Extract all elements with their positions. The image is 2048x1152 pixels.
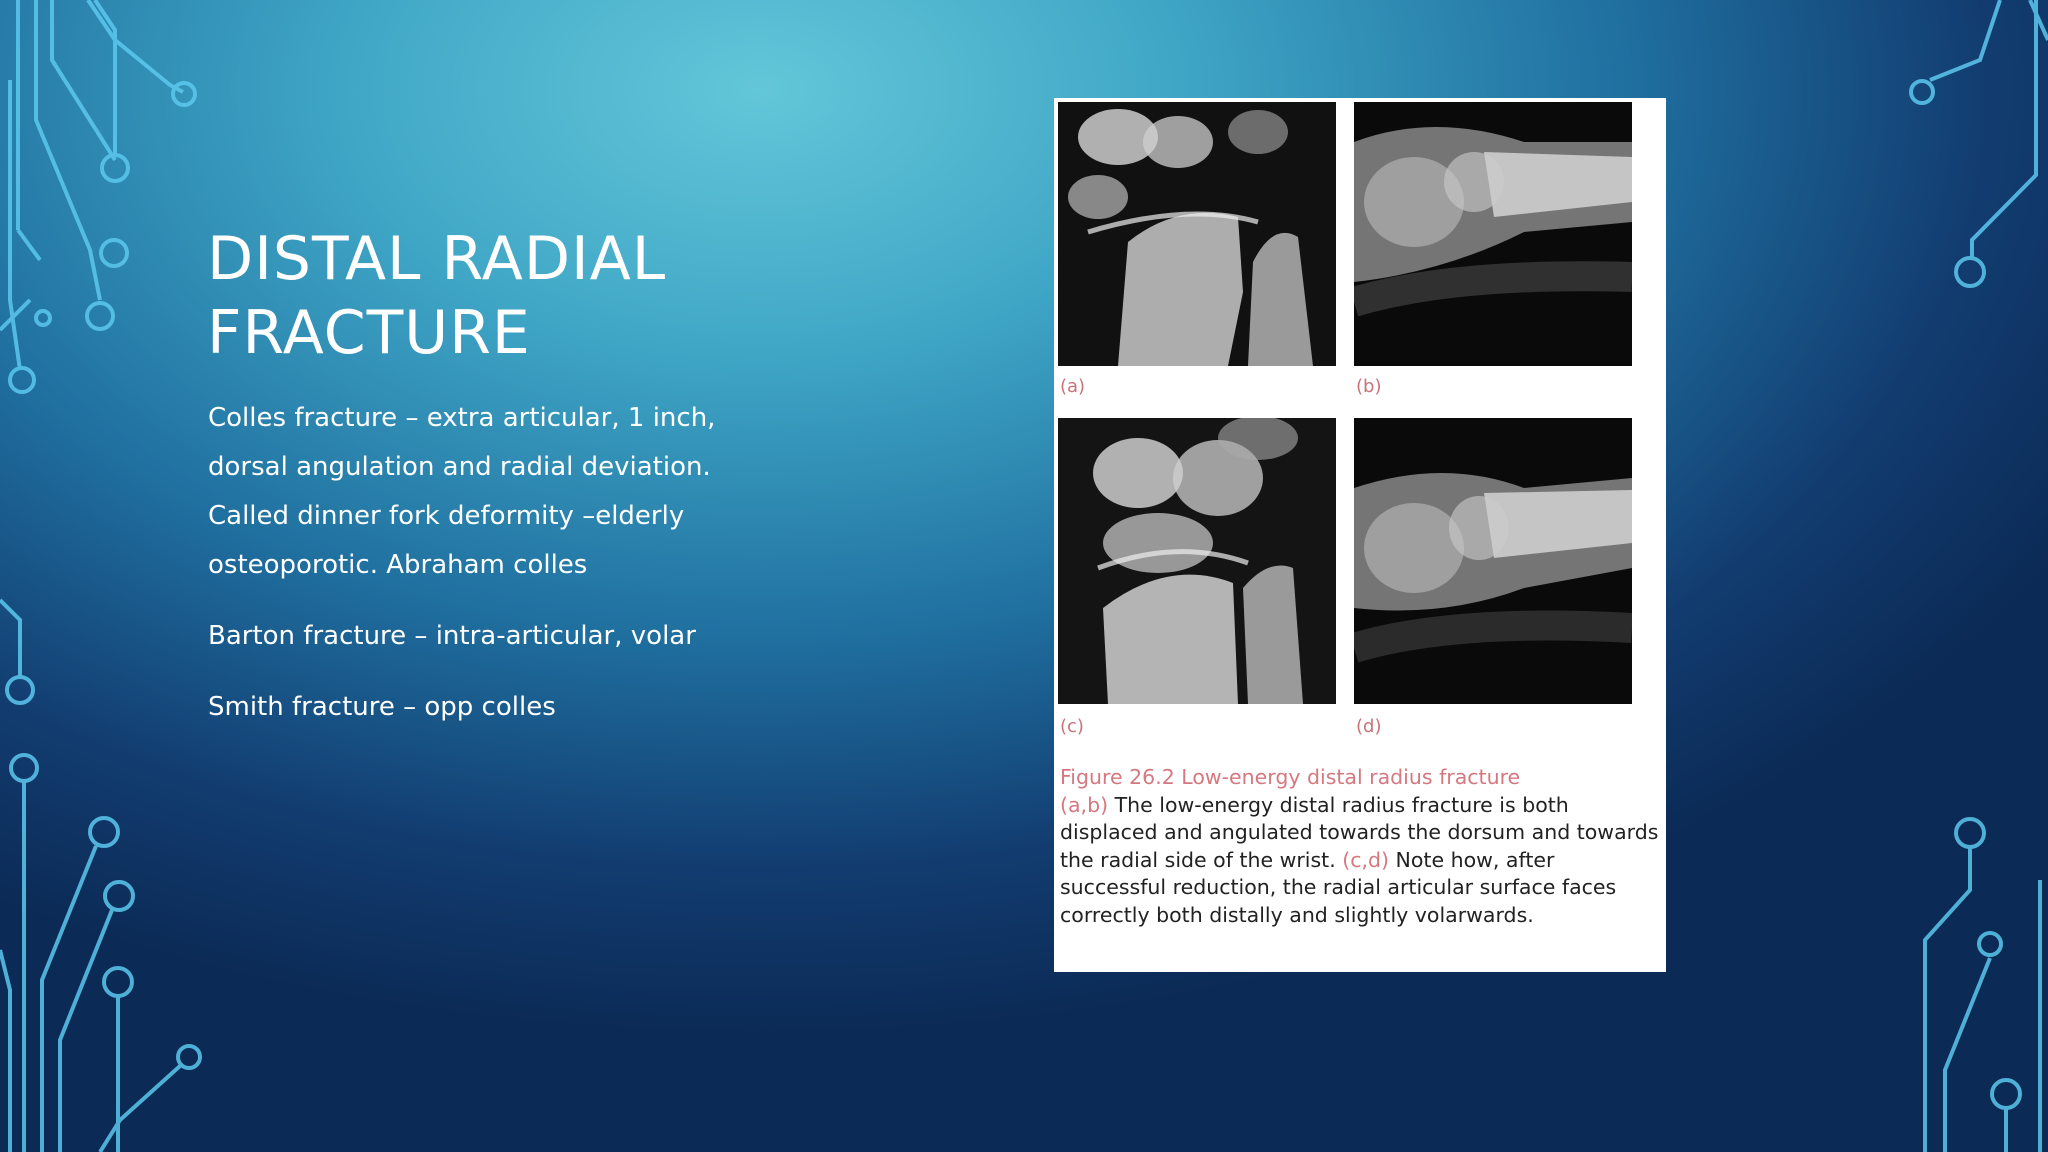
caption-text-cd: Note how, after successful reduction, the radial articular surface faces correctly both distally and slightly volarwards.: [1060, 847, 1617, 927]
caption-ref-ab: (a,b): [1060, 792, 1109, 817]
slide-title: [207, 222, 827, 370]
figure-caption: [1060, 764, 1660, 929]
caption-ref-cd: (c,d): [1342, 847, 1390, 872]
colles-paragraph: Colles fracture – extra articular, 1 inch, dorsal angulation and radial deviation. Called dinner fork deformity –elderly osteoporotic. Abraham colles: [208, 403, 716, 580]
panel-label-b: (b): [1356, 376, 1382, 397]
caption-title: Figure 26.2 Low-energy distal radius fracture: [1060, 765, 1521, 789]
xray-panel-d: [1354, 418, 1632, 704]
slide-title-line2: FRACTURE: [207, 298, 531, 368]
panel-label-a: (a): [1060, 376, 1086, 397]
slide-title-line1: DISTAL RADIAL: [207, 224, 667, 294]
xray-panel-c: [1058, 418, 1336, 704]
xray-figure: [1054, 98, 1666, 972]
panel-label-c: (c): [1060, 716, 1084, 737]
panel-label-d: (d): [1356, 716, 1382, 737]
caption-text-ab: The low-energy distal radius fracture is both displaced and angulated towards the dorsum and towards the radial side of the wrist.: [1060, 792, 1659, 872]
xray-panel-a: [1058, 102, 1336, 366]
slide-body: [208, 394, 768, 732]
barton-paragraph: Barton fracture – intra-articular, volar: [208, 621, 696, 651]
smith-paragraph: Smith fracture – opp colles: [208, 692, 556, 722]
xray-panel-b: [1354, 102, 1632, 366]
